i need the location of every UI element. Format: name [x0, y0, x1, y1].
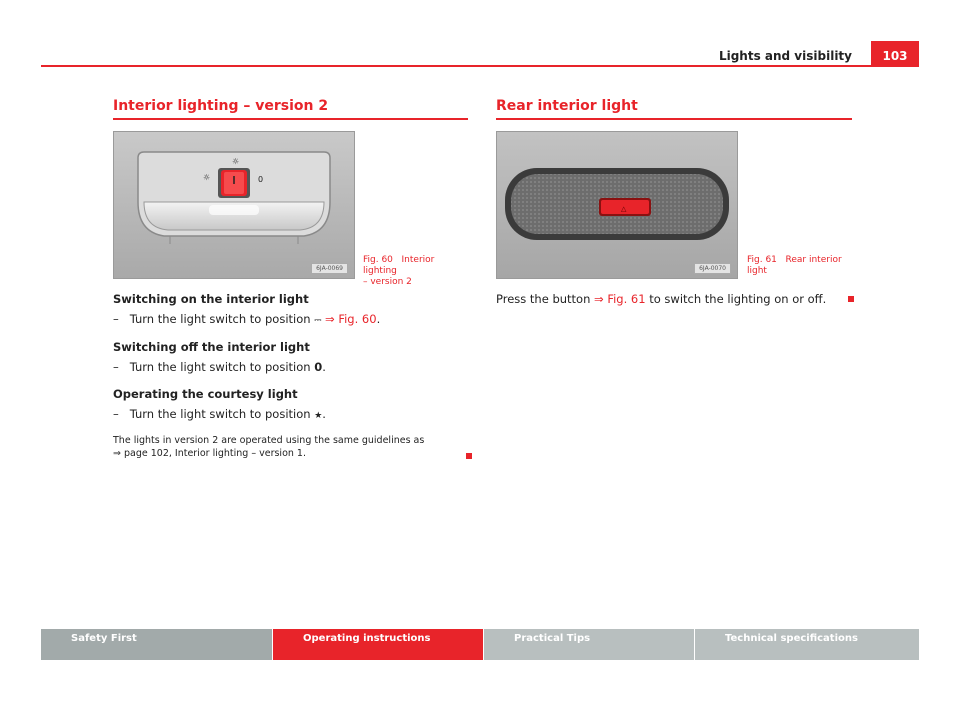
footer-tab-practical-tips[interactable]: Practical Tips: [484, 629, 694, 660]
heading-switching-on: Switching on the interior light: [113, 292, 309, 306]
end-mark-left: [466, 453, 472, 459]
footer-tab-technical-specifications[interactable]: Technical specifications: [695, 629, 919, 660]
figure-60-label: Fig. 60: [363, 255, 393, 265]
svg-text:△: △: [621, 205, 627, 213]
courtesy-light-icon: ★: [314, 411, 323, 421]
step-switching-off: – Turn the light switch to position 0.: [113, 360, 326, 374]
svg-text:☼: ☼: [232, 157, 240, 166]
end-mark-right: [848, 296, 854, 302]
section-title-interior-lighting: Interior lighting – version 2: [113, 98, 329, 114]
fig-61-link[interactable]: ⇒ Fig. 61: [594, 292, 646, 306]
rear-light-text-b: to switch the lighting on or off.: [649, 292, 827, 306]
figure-60-code: 6JA-0069: [311, 263, 348, 274]
figure-61-caption: [747, 255, 847, 277]
footer-tab-safety-first[interactable]: Safety First: [41, 629, 272, 660]
section-rule-left: [113, 118, 468, 120]
step-courtesy-text: Turn the light switch to position: [129, 407, 311, 421]
figure-60-caption: [363, 255, 468, 288]
footer-tab-operating-instructions[interactable]: Operating instructions: [273, 629, 483, 660]
interior-light-on-icon: ⎓: [314, 316, 322, 326]
header-title: Lights and visibility: [718, 49, 852, 63]
svg-text:☼: ☼: [203, 173, 211, 182]
section-rule-right: [496, 118, 852, 120]
note-line2[interactable]: ⇒ page 102, Interior lighting – version 1.: [113, 448, 306, 459]
figure-60: [113, 131, 355, 279]
section-title-rear-light: Rear interior light: [496, 98, 638, 114]
figure-61-code: 6JA-0070: [694, 263, 731, 274]
note-text: [113, 434, 468, 460]
figure-61-caption-line2: light: [747, 266, 767, 276]
heading-switching-off: Switching off the interior light: [113, 340, 310, 354]
svg-text:0: 0: [258, 175, 264, 184]
heading-courtesy-light: Operating the courtesy light: [113, 387, 298, 401]
position-zero: 0: [314, 360, 323, 374]
figure-61-label: Fig. 61: [747, 255, 777, 265]
rear-light-text-a: Press the button: [496, 292, 591, 306]
figure-61-caption-line1: Rear interior: [785, 255, 842, 265]
step-switching-on: – Turn the light switch to position ⎓ ⇒ Fig. 60.: [113, 312, 381, 326]
figure-60-caption-line1: Interior lighting: [363, 255, 435, 276]
rear-light-illustration: [497, 132, 737, 278]
figure-60-caption-line2: – version 2: [363, 277, 412, 287]
rear-light-text: [496, 292, 826, 306]
fig-60-link[interactable]: ⇒ Fig. 60: [325, 312, 377, 326]
interior-light-illustration: [114, 132, 354, 278]
step-switching-off-text: Turn the light switch to position: [129, 360, 311, 374]
step-switching-on-text: Turn the light switch to position: [129, 312, 311, 326]
step-courtesy-light: – Turn the light switch to position ★.: [113, 407, 326, 421]
header-rule: [41, 65, 919, 67]
figure-61: [496, 131, 738, 279]
page-number: 103: [871, 41, 919, 67]
note-line1: The lights in version 2 are operated using the same guidelines as: [113, 435, 425, 446]
